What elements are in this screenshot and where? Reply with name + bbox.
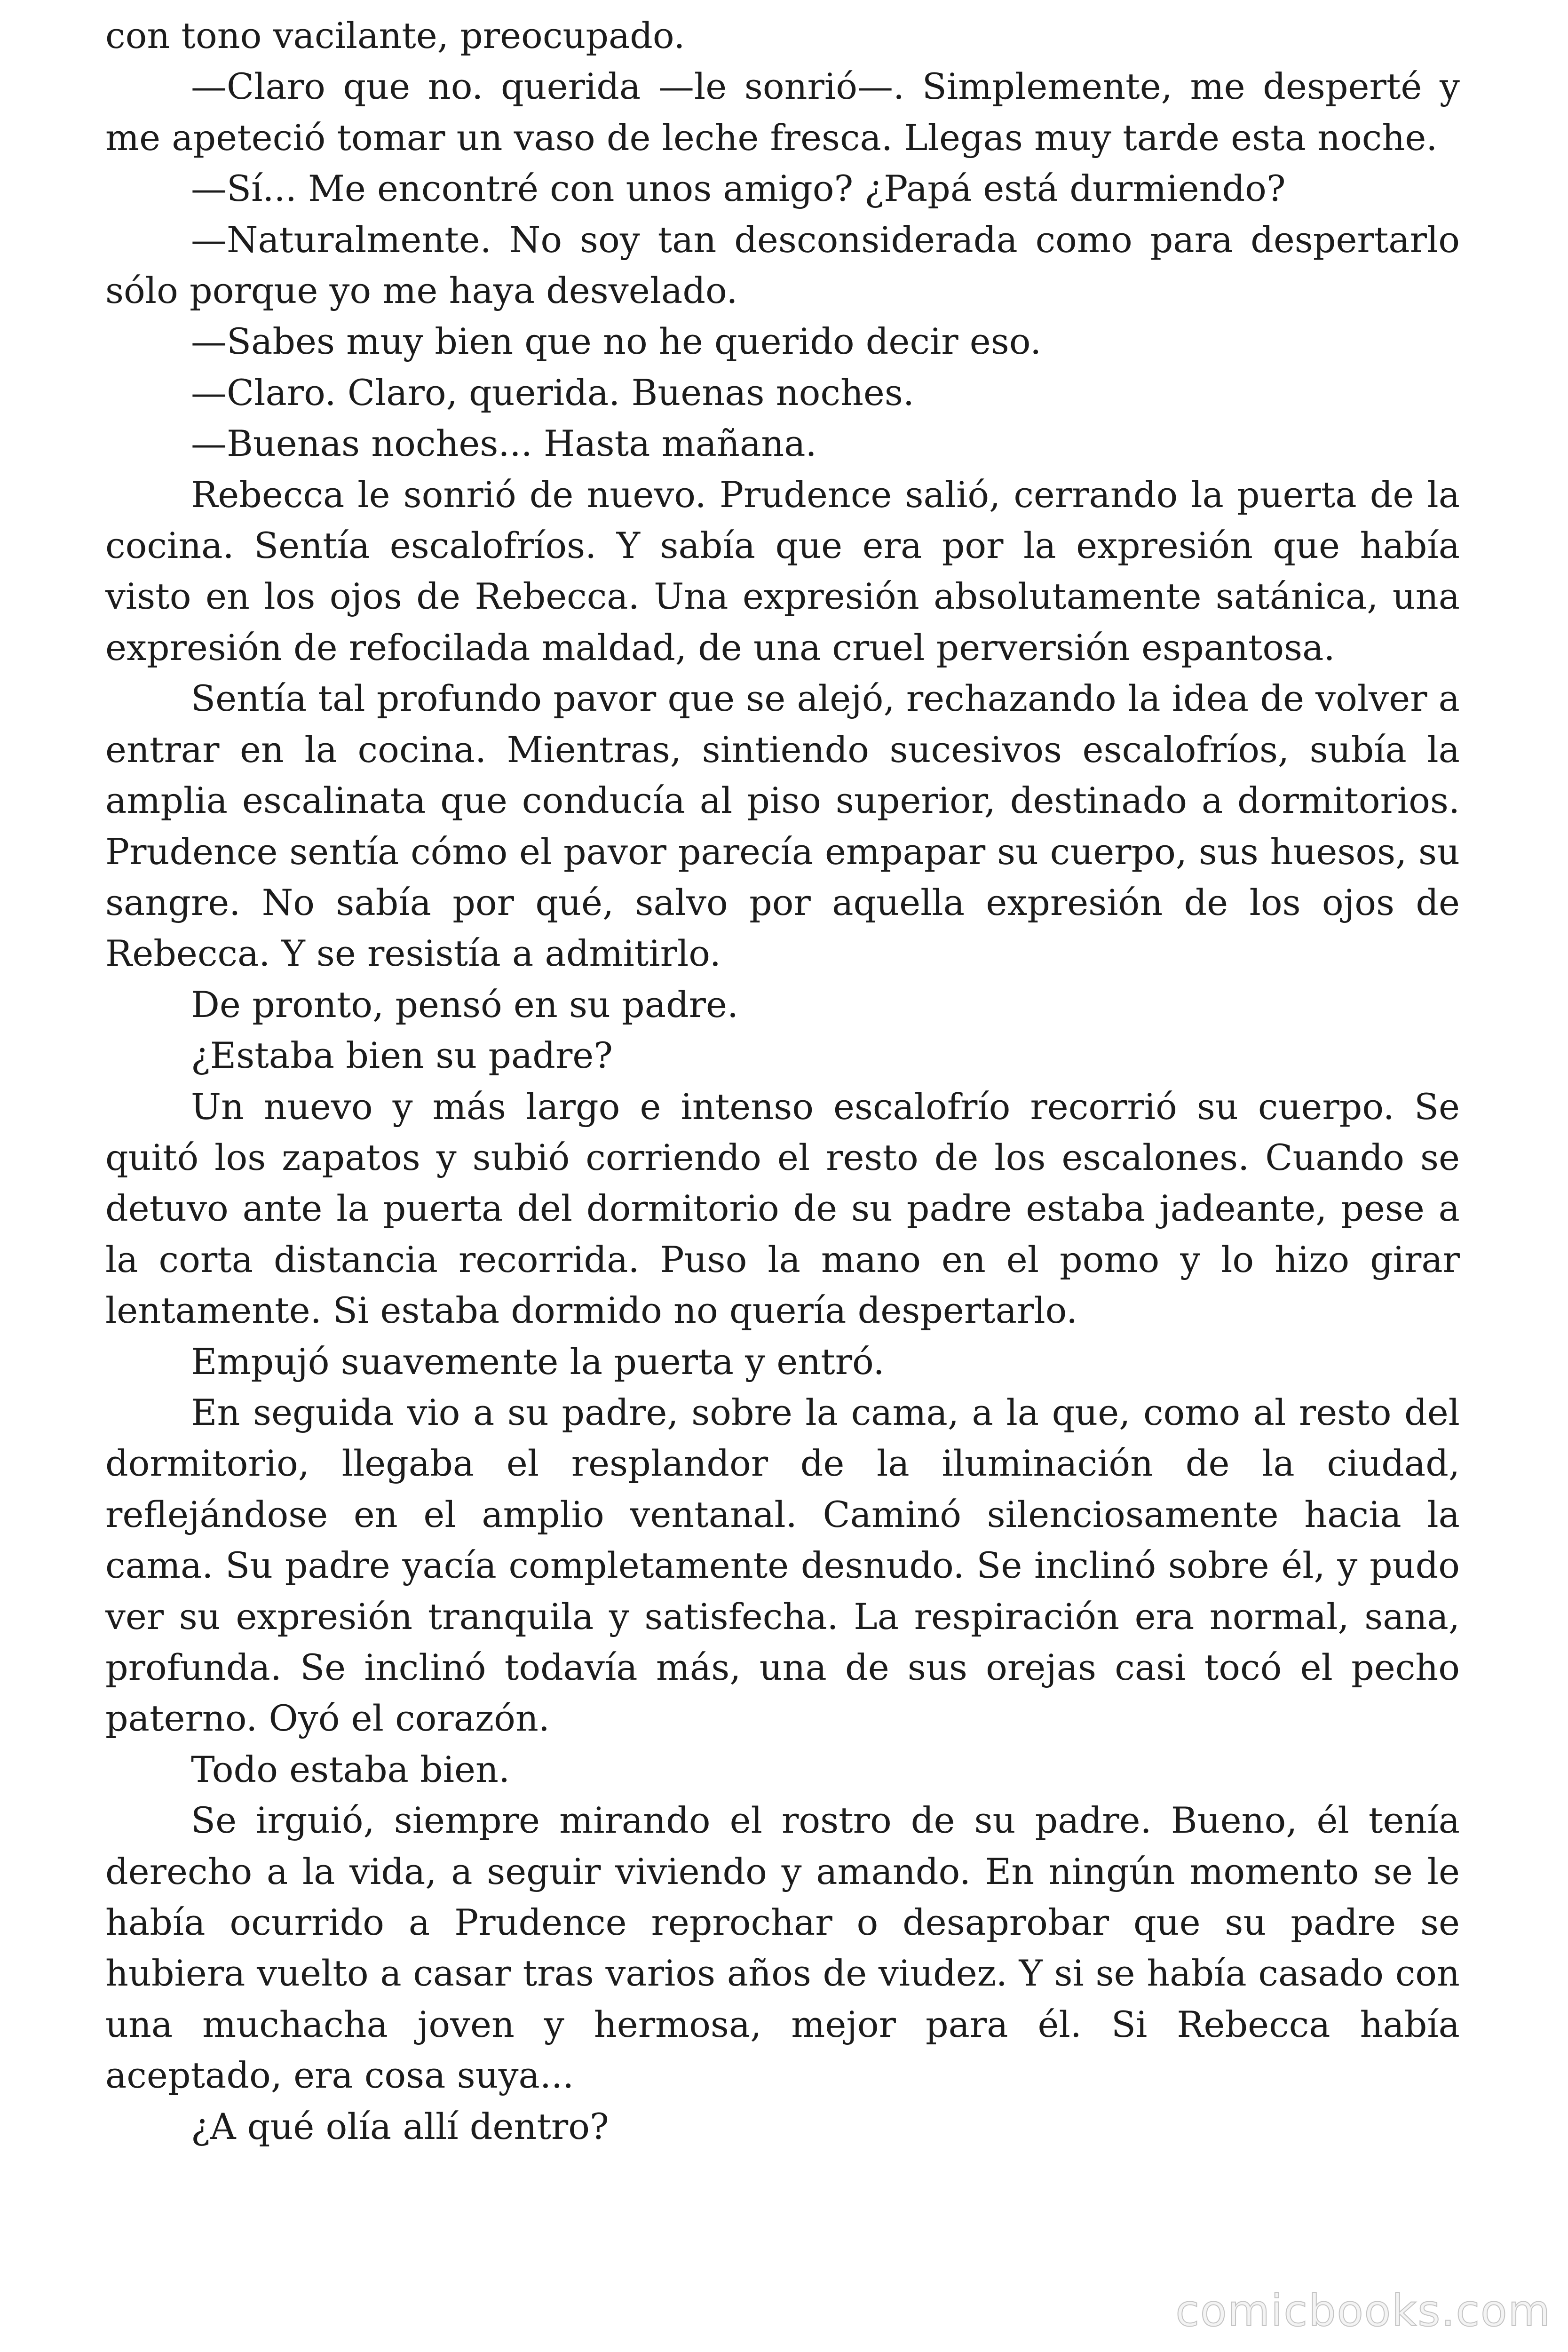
- narrative-paragraph: Sentía tal profundo pavor que se alejó, rechazando la idea de volver a entrar en la cocina. Mientras, sintiendo sucesivos escalofríos, subía la amplia escalinata que conducía al piso superior, destinado a dormitorios. Prudence sentía cómo el pavor parecía empapar su cuerpo, sus huesos, su sangre. No sabía por qué, salvo por aquella expresión de los ojos de Rebecca. Y se resistía a admitirlo.: [105, 677, 1460, 975]
- dialogue-paragraph: —Claro. Claro, querida. Buenas noches.: [191, 371, 915, 413]
- dialogue-paragraph: —Naturalmente. No soy tan desconsiderada como para despertarlo sólo porque yo me haya desvelado.: [105, 218, 1460, 312]
- watermark: comicbooks.com: [1175, 2286, 1551, 2336]
- paragraph-continuation: con tono vacilante, preocupado.: [105, 15, 685, 56]
- narrative-paragraph: De pronto, pensó en su padre.: [191, 983, 739, 1025]
- dialogue-paragraph: —Sí... Me encontré con unos amigo? ¿Papá está durmiendo?: [191, 167, 1286, 210]
- narrative-paragraph: Todo estaba bien.: [191, 1748, 510, 1790]
- dialogue-paragraph: —Buenas noches... Hasta mañana.: [191, 422, 817, 465]
- narrative-paragraph: En seguida vio a su padre, sobre la cama, a la que, como al resto del dormitorio, llegaba el resplandor de la iluminación de la ciudad, reflejándose en el amplio ventanal. Caminó silenciosamente hacia la cama. Su padre yacía completamente desnudo. Se inclinó sobre él, y pudo ver su expresión tranquila y satisfecha. La respiración era normal, sana, profunda. Se inclinó todavía más, una de sus orejas casi tocó el pecho paterno. Oyó el corazón.: [105, 1391, 1460, 1740]
- narrative-paragraph: Se irguió, siempre mirando el rostro de su padre. Bueno, él tenía derecho a la vida, a seguir viviendo y amando. En ningún momento se le había ocurrido a Prudence reprochar o desaprobar que su padre se hubiera vuelto a casar tras varios años de viudez. Y si se había casado con una muchacha joven y hermosa, mejor para él. Si Rebecca había aceptado, era cosa suya...: [105, 1799, 1460, 2097]
- dialogue-paragraph: —Claro que no. querida —le sonrió—. Simplemente, me desperté y me apeteció tomar un vaso de leche fresca. Llegas muy tarde esta noche.: [105, 65, 1460, 159]
- narrative-paragraph: ¿Estaba bien su padre?: [191, 1034, 613, 1077]
- narrative-paragraph: ¿A qué olía allí dentro?: [191, 2105, 609, 2147]
- narrative-paragraph: Un nuevo y más largo e intenso escalofrío recorrió su cuerpo. Se quitó los zapatos y subió corriendo el resto de los escalones. Cuando se detuvo ante la puerta del dormitorio de su padre estaba jadeante, pese a la corta distancia recorrida. Puso la mano en el pomo y lo hizo girar lentamente. Si estaba dormido no quería despertarlo.: [105, 1085, 1460, 1332]
- dialogue-paragraph: —Sabes muy bien que no he querido decir eso.: [191, 320, 1042, 363]
- body-text: [105, 10, 1460, 2152]
- narrative-paragraph: Rebecca le sonrió de nuevo. Prudence salió, cerrando la puerta de la cocina. Sentía escalofríos. Y sabía que era por la expresión que había visto en los ojos de Rebecca. Una expresión absolutamente satánica, una expresión de refocilada maldad, de una cruel perversión espantosa.: [105, 473, 1460, 668]
- narrative-paragraph: Empujó suavemente la puerta y entró.: [191, 1340, 885, 1383]
